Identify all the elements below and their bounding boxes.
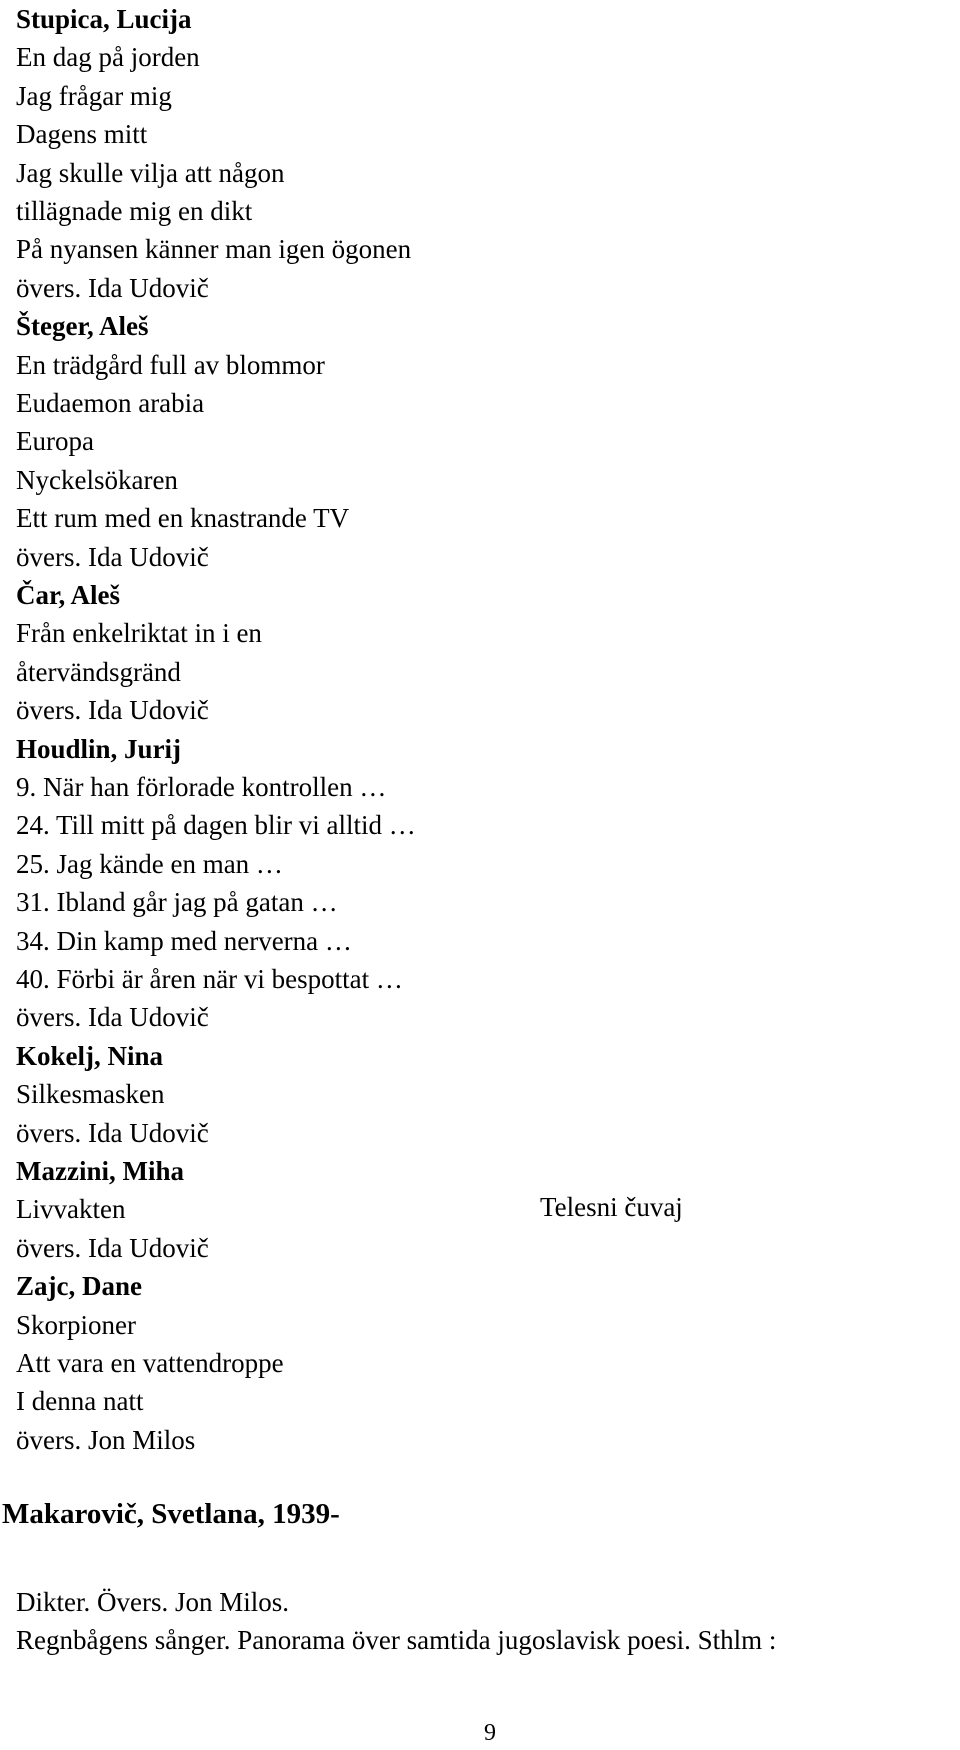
poem-entry: Från enkelriktat in i en [16, 618, 262, 649]
poem-entry: 31. Ibland går jag på gatan … [16, 887, 338, 918]
poem-entry: Ett rum med en knastrande TV [16, 503, 350, 534]
poem-entry: 40. Förbi är åren när vi bespottat … [16, 964, 403, 994]
poem-entry: Jag frågar mig [16, 80, 172, 111]
author-name: Čar, Aleš [16, 580, 121, 610]
poem-entry: I denna natt [16, 1386, 144, 1417]
original-title-note: Telesni čuvaj [540, 1192, 683, 1222]
poem-entry: tillägnade mig en dikt [16, 196, 253, 226]
poem-entry: Att vara en vattendroppe [16, 1348, 284, 1378]
bibliography-line: Regnbågens sånger. Panorama över samtida jugoslavisk poesi. Sthlm : [16, 1625, 777, 1655]
poem-entry: övers. Ida Udovič [16, 541, 209, 572]
author-name: Mazzini, Miha [16, 1156, 184, 1186]
poem-entry: övers. Ida Udovič [16, 1002, 209, 1033]
poem-entry: övers. Jon Milos [16, 1424, 196, 1455]
author-name: Houdlin, Jurij [16, 733, 182, 764]
poem-entry: återvändsgränd [16, 656, 181, 687]
poem-entry: En trädgård full av blommor [16, 349, 325, 380]
bibliography-line: Dikter. Övers. Jon Milos. [16, 1587, 289, 1617]
poem-entry: Silkesmasken [16, 1079, 165, 1110]
poem-entry: På nyansen känner man igen ögonen [16, 234, 412, 265]
poem-entry: En dag på jorden [16, 42, 200, 73]
author-name: Zajc, Dane [16, 1271, 142, 1302]
poem-entry: Skorpioner [16, 1309, 136, 1340]
author-heading: Makarovič, Svetlana, 1939- [2, 1498, 340, 1530]
poem-entry: 25. Jag kände en man … [16, 848, 283, 879]
poem-entry: Jag skulle vilja att någon [16, 157, 285, 188]
poem-entry: övers. Ida Udovič [16, 695, 209, 726]
poem-entry: 34. Din kamp med nerverna … [16, 925, 352, 956]
poem-entry: övers. Ida Udovič [16, 1232, 209, 1263]
poem-entry: övers. Ida Udovič [16, 272, 209, 303]
poem-entry: 9. När han förlorade kontrollen … [16, 772, 387, 802]
poem-entry: 24. Till mitt på dagen blir vi alltid … [16, 810, 416, 841]
poem-entry: Europa [16, 426, 94, 457]
author-name: Šteger, Aleš [16, 311, 149, 342]
poem-entry: Dagens mitt [16, 119, 148, 150]
author-name: Kokelj, Nina [16, 1040, 164, 1071]
author-name: Stupica, Lucija [16, 4, 192, 34]
poem-entry: övers. Ida Udovič [16, 1117, 209, 1148]
poem-entry: Nyckelsökaren [16, 464, 178, 495]
page-number: 9 [484, 1720, 496, 1746]
poem-entry: Livvakten [16, 1194, 126, 1225]
poem-entry: Eudaemon arabia [16, 388, 205, 418]
